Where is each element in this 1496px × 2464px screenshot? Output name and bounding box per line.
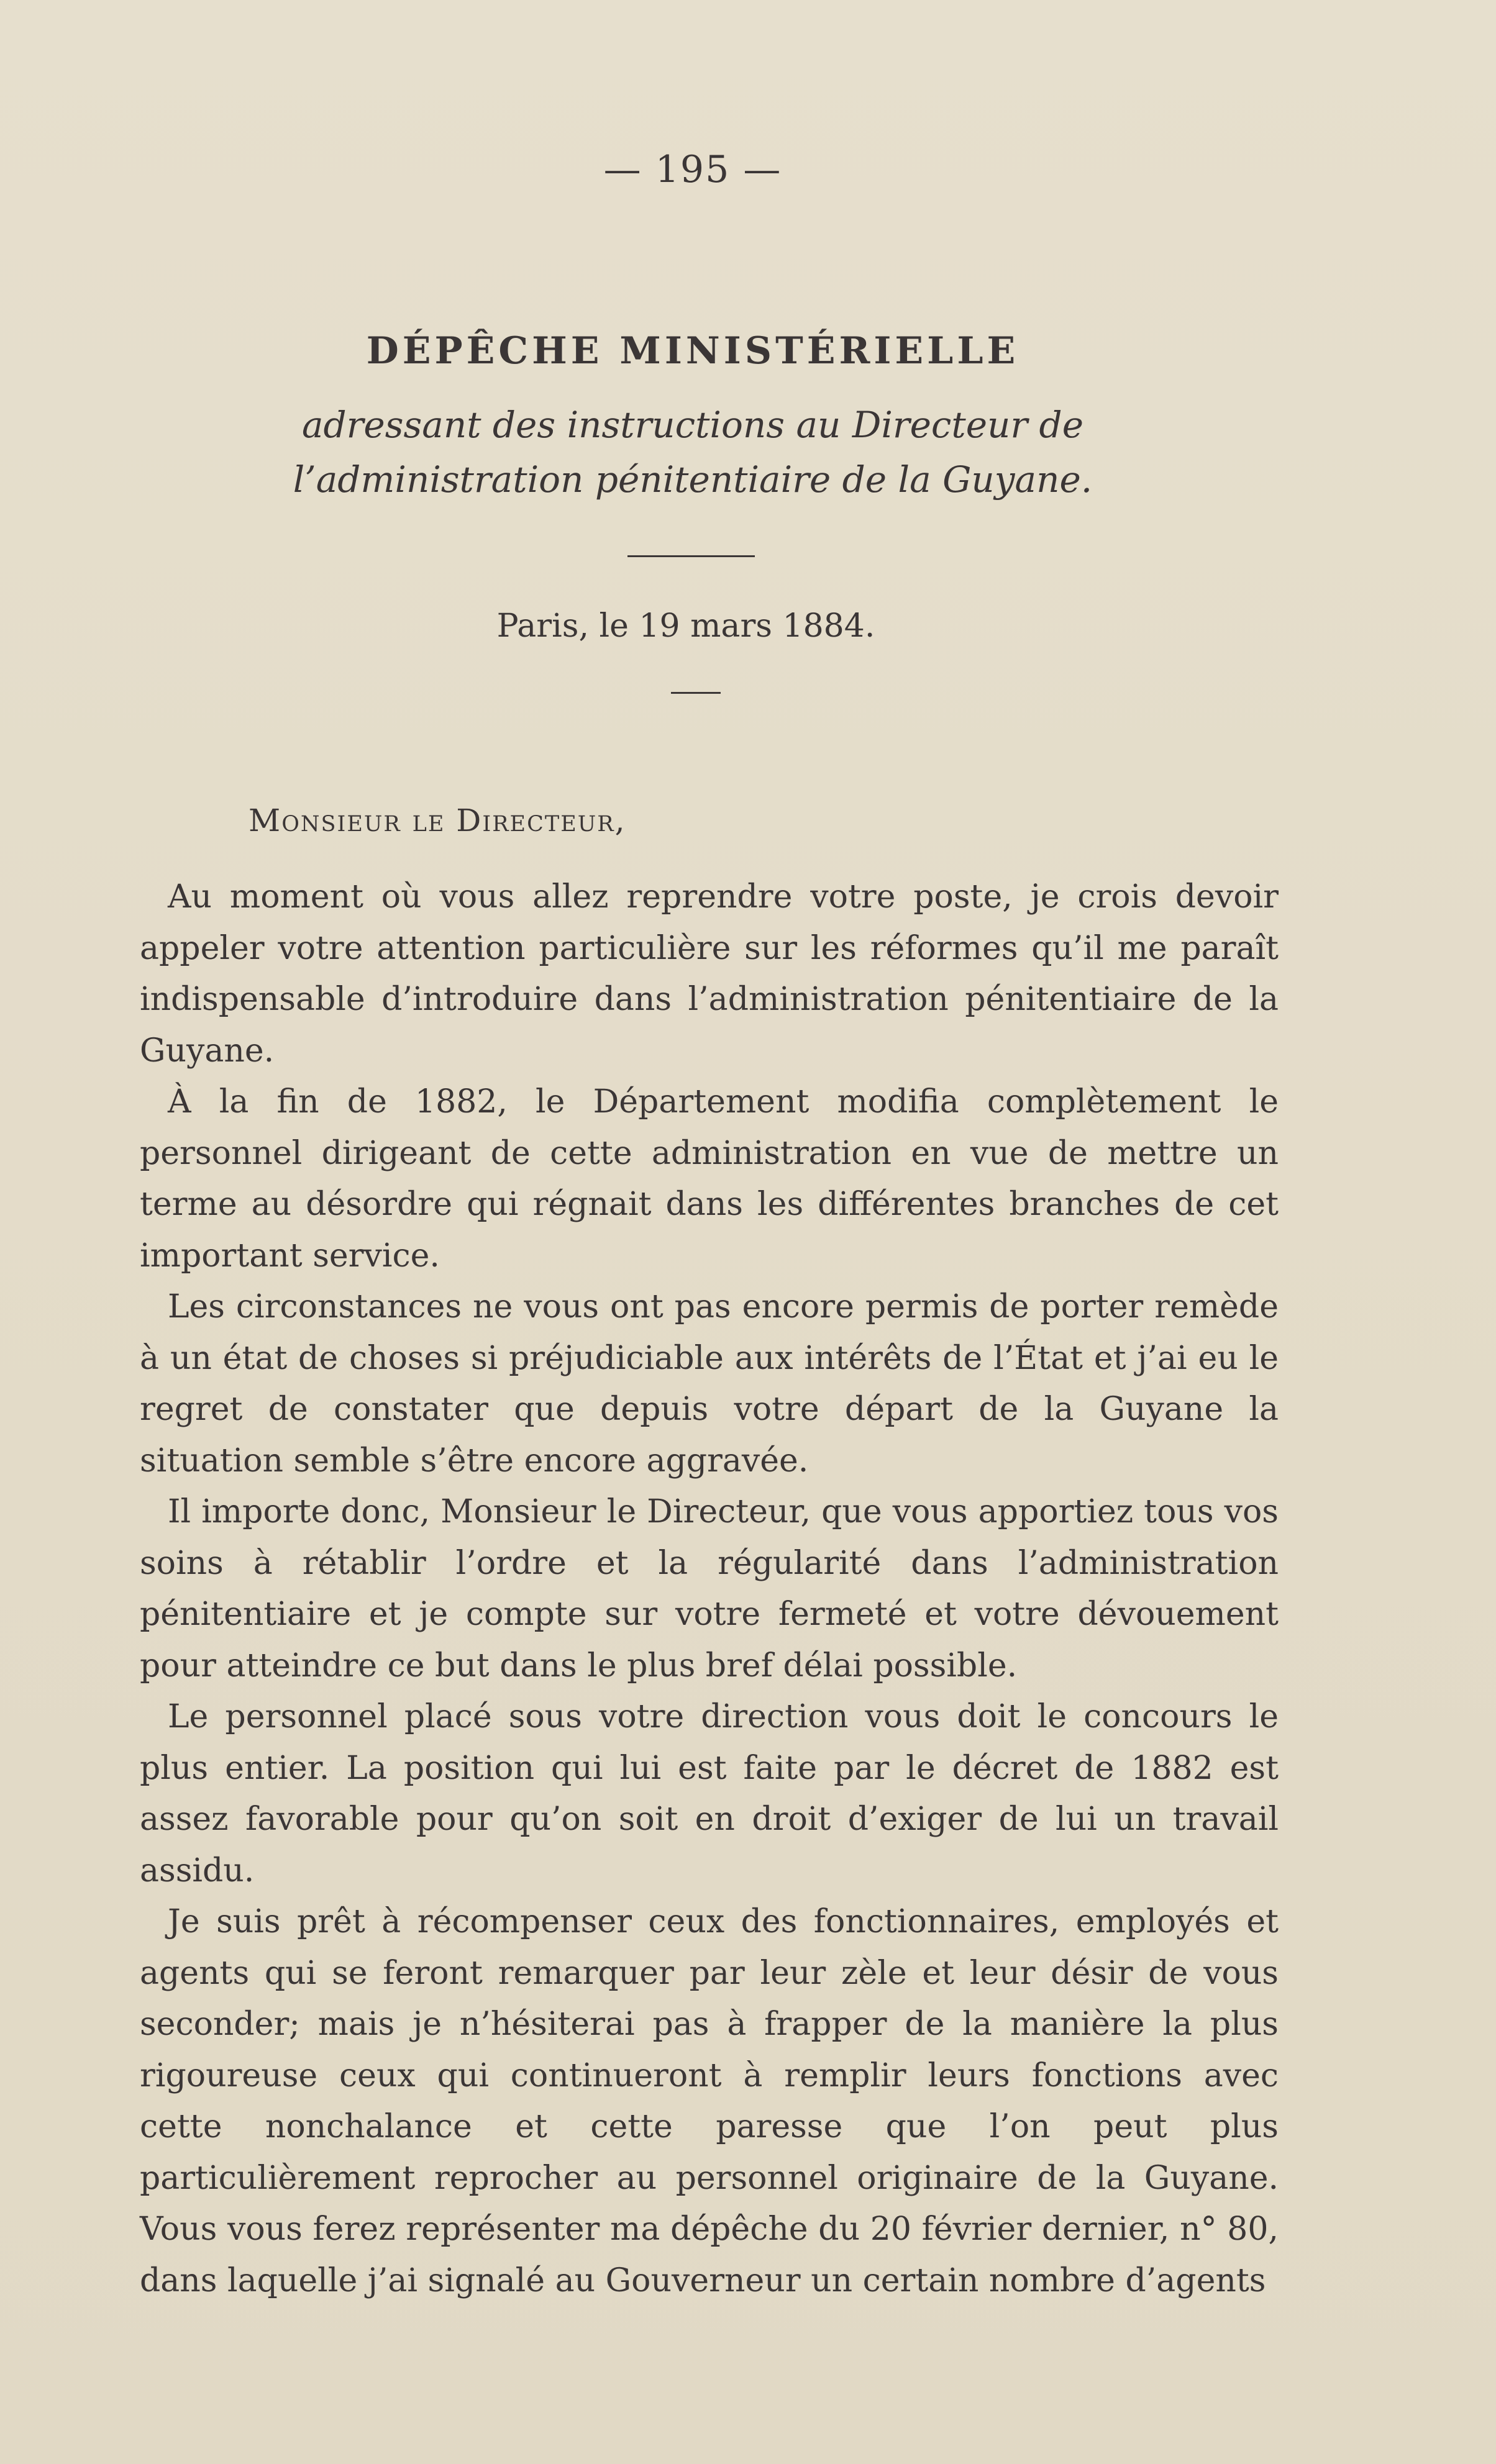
document-subtitle: adressant des instructions au Directeur de l’administration pénitentiaire de la Guyane. [293, 404, 1093, 501]
salutation: Monsieur le Directeur, [249, 802, 626, 839]
separator-rule-short [671, 692, 721, 694]
document-title: DÉPÊCHE MINISTÉRIELLE [366, 329, 1019, 373]
paragraph: Les circonstances ne vous ont pas encore permis de porter remède à un état de choses si préjudiciable aux intérêts de l’État et j’ai eu le regret de constater que depuis votre départ de la Guyane la situation semble s’être encore aggravée. [140, 1288, 1279, 1480]
paragraph: Le personnel placé sous votre direction vous doit le concours le plus entier. La position qui lui est faite par le décret de 1882 est assez favorable pour qu’on soit en droit d’exiger de lui un travail assidu. [140, 1698, 1279, 1889]
paragraph: Au moment où vous allez reprendre votre poste, je crois devoir appeler votre attention particulière sur les réformes qu’il me paraît indispensable d’introduire dans l’administration pénitentiaire de la Guyane. [140, 878, 1279, 1070]
paragraph: À la fin de 1882, le Département modifia complètement le personnel dirigeant de cette administration en vue de mettre un terme au désordre qui régnait dans les différentes branches de cet important service. [140, 1083, 1279, 1275]
paragraph: Je suis prêt à récompenser ceux des fonctionnaires, employés et agents qui se feront remarquer par leur zèle et leur désir de vous seconder; mais je n’hésiterai pas à frapper de la manière la plus rigoureuse ceux qui continueront à remplir leurs fonctions avec cette nonchalance et cette paresse que l’on peut plus particulièrement reprocher au personnel originaire de la Guyane. Vous vous ferez représenter ma dépêche du 20 février dernier, n° 80, dans laquelle j’ai signalé au Gouverneur un certain nombre d’agents [140, 1903, 1279, 2299]
page-number: — 195 — [603, 148, 782, 191]
date-line: Paris, le 19 mars 1884. [496, 607, 875, 645]
letter-body [140, 871, 1279, 2306]
separator-rule [627, 555, 755, 557]
paragraph: Il importe donc, Monsieur le Directeur, que vous apportiez tous vos soins à rétablir l’ordre et la régularité dans l’administration pénitentiaire et je compte sur votre fermeté et votre dévouement pour atteindre ce but dans le plus bref délai possible. [140, 1493, 1279, 1684]
